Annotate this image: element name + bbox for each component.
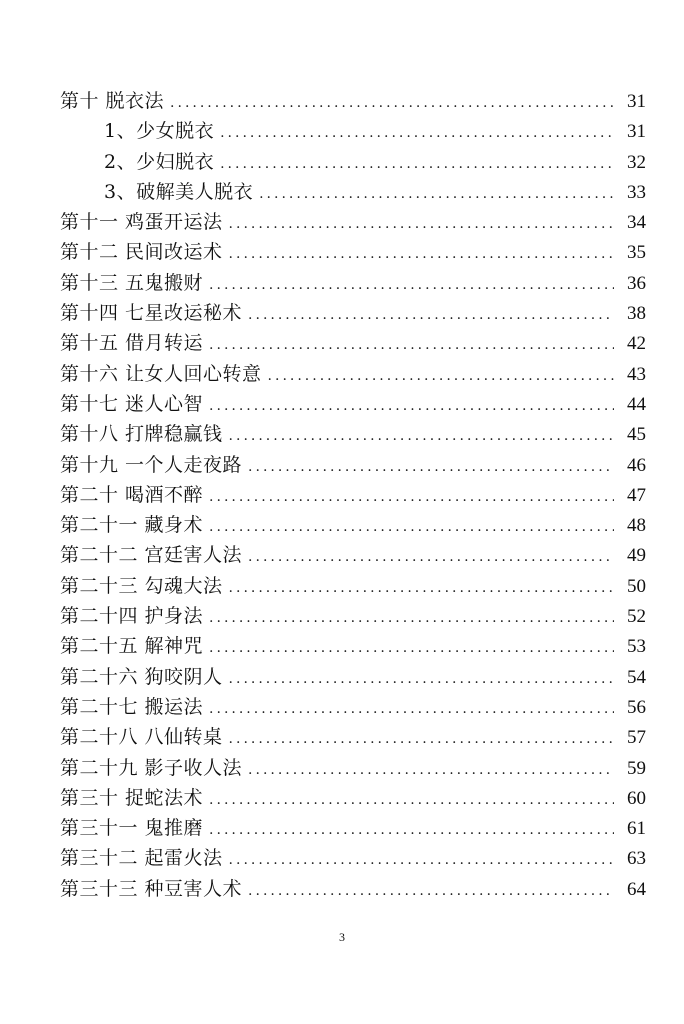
toc-dot-leader [248, 876, 614, 906]
toc-entry [60, 86, 646, 116]
toc-dot-leader [220, 149, 614, 179]
toc-entry-page: 44 [627, 393, 646, 415]
toc-entry-title: 第十九 一个人走夜路 [60, 453, 243, 476]
toc-entry [60, 177, 646, 207]
toc-entry-title: 第十一 鸡蛋开运法 [60, 211, 223, 234]
toc-entry [60, 480, 646, 510]
toc-entry-title: 第十七 迷人心智 [60, 392, 204, 415]
toc-entry-page: 33 [627, 181, 646, 203]
toc-entry [60, 722, 646, 752]
toc-dot-leader [248, 452, 614, 482]
toc-entry-page: 31 [627, 121, 646, 143]
toc-entry [60, 268, 646, 298]
toc-entry [60, 510, 646, 540]
toc-entry-title: 第二十 喝酒不醉 [60, 483, 204, 506]
toc-entry [60, 601, 646, 631]
toc-entry-title: 第二十九 影子收人法 [60, 756, 243, 779]
toc-entry-title: 第十八 打牌稳赢钱 [60, 423, 223, 446]
toc-entry-page: 61 [627, 818, 646, 840]
toc-entry-title: 第十四 七星改运秘术 [60, 302, 243, 325]
toc-entry-title: 第三十二 起雷火法 [60, 847, 223, 870]
toc-entry [60, 662, 646, 692]
toc-entry-page: 56 [627, 696, 646, 718]
toc-dot-leader [259, 179, 614, 209]
toc-entry [60, 450, 646, 480]
toc-entry-page: 50 [627, 575, 646, 597]
toc-entry [60, 571, 646, 601]
toc-entry-title: 第三十 捉蛇法术 [60, 786, 204, 809]
toc-entry-title: 第十五 借月转运 [60, 332, 204, 355]
toc-dot-leader [209, 512, 614, 542]
toc-dot-leader [248, 300, 614, 330]
toc-entry-page: 57 [627, 727, 646, 749]
toc-entry-page: 53 [627, 636, 646, 658]
toc-dot-leader [209, 694, 614, 724]
toc-dot-leader [209, 330, 614, 360]
toc-entry-page: 48 [627, 515, 646, 537]
toc-dot-leader [170, 88, 614, 118]
toc-entry [60, 540, 646, 570]
toc-entry-page: 31 [627, 91, 646, 112]
toc-entry [60, 328, 646, 358]
toc-dot-leader [248, 755, 614, 785]
toc-entry [60, 753, 646, 783]
page-number: 3 [339, 930, 345, 944]
toc-dot-leader [229, 421, 614, 451]
toc-entry [60, 298, 646, 328]
toc-dot-leader [229, 724, 614, 754]
toc-entry-page: 54 [627, 666, 646, 688]
toc-entry-page: 47 [627, 484, 646, 506]
toc-entry-title: 第二十八 八仙转桌 [60, 726, 223, 749]
toc-entry-page: 34 [627, 212, 646, 234]
toc-entry-title: 第二十三 勾魂大法 [60, 574, 223, 597]
toc-entry-title: 第二十七 搬运法 [60, 695, 204, 718]
toc-entry-page: 32 [627, 151, 646, 173]
toc-entry-title: 第十二 民间改运术 [60, 241, 223, 264]
toc-entry [60, 237, 646, 267]
toc-dot-leader [248, 542, 614, 572]
toc-entry-title: 第二十六 狗咬阴人 [60, 665, 223, 688]
toc-entry [60, 783, 646, 813]
toc-entry-title: 3、破解美人脱衣 [104, 180, 254, 203]
toc-entry-title: 第十三 五鬼搬财 [60, 271, 204, 294]
toc-entry-page: 59 [627, 757, 646, 779]
toc-dot-leader [229, 573, 614, 603]
toc-entry-page: 46 [627, 454, 646, 476]
toc-entry [60, 813, 646, 843]
toc-entry-title: 第十 脱衣法 [60, 90, 165, 112]
toc-entry [60, 389, 646, 419]
toc-entry-page: 36 [627, 272, 646, 294]
toc-entry-title: 1、少女脱衣 [104, 120, 215, 143]
toc-dot-leader [209, 603, 614, 633]
toc-entry-page: 43 [627, 363, 646, 385]
toc-dot-leader [229, 845, 614, 875]
toc-dot-leader [209, 633, 614, 663]
table-of-contents [60, 86, 646, 904]
toc-entry-page: 60 [627, 787, 646, 809]
toc-entry-title: 第三十一 鬼推磨 [60, 817, 204, 840]
toc-entry-page: 49 [627, 545, 646, 567]
toc-entry-page: 64 [627, 878, 646, 900]
toc-entry [60, 359, 646, 389]
toc-entry [60, 419, 646, 449]
toc-entry [60, 692, 646, 722]
toc-entry-title: 第二十一 藏身术 [60, 514, 204, 537]
toc-dot-leader [209, 785, 614, 815]
toc-entry-page: 35 [627, 242, 646, 264]
toc-dot-leader [220, 118, 614, 148]
toc-entry [60, 874, 646, 904]
toc-entry-title: 第二十五 解神咒 [60, 635, 204, 658]
toc-entry-title: 第三十三 种豆害人术 [60, 877, 243, 900]
toc-dot-leader [268, 361, 614, 391]
toc-entry [60, 631, 646, 661]
toc-entry-title: 第二十二 宫廷害人法 [60, 544, 243, 567]
toc-entry-page: 42 [627, 333, 646, 355]
toc-entry [60, 207, 646, 237]
toc-dot-leader [209, 815, 614, 845]
toc-dot-leader [209, 482, 614, 512]
toc-dot-leader [229, 239, 614, 269]
toc-entry-page: 52 [627, 606, 646, 628]
toc-entry-title: 2、少妇脱衣 [104, 150, 215, 173]
toc-entry [60, 147, 646, 177]
toc-entry-page: 38 [627, 303, 646, 325]
toc-entry [60, 843, 646, 873]
toc-dot-leader [209, 391, 614, 421]
toc-entry [60, 116, 646, 146]
toc-entry-page: 45 [627, 424, 646, 446]
toc-dot-leader [209, 270, 614, 300]
toc-entry-title: 第二十四 护身法 [60, 605, 204, 628]
toc-dot-leader [229, 664, 614, 694]
toc-entry-title: 第十六 让女人回心转意 [60, 362, 262, 385]
toc-entry-page: 63 [627, 848, 646, 870]
toc-dot-leader [229, 209, 614, 239]
